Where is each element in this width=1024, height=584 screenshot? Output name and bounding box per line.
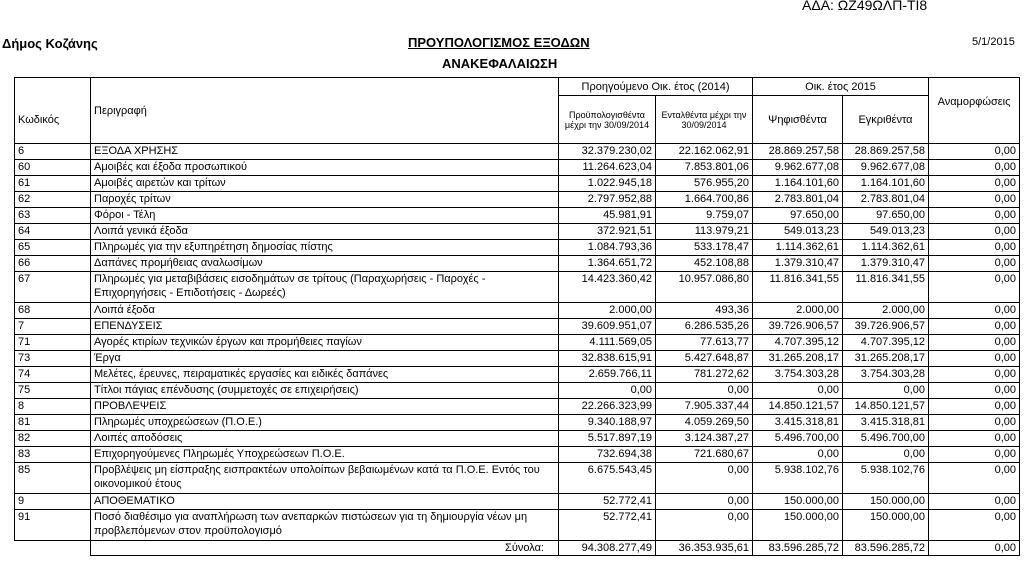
row-code: 61 [15, 176, 91, 192]
row-description: Πληρωμές για μεταβιβάσεις εισοδημάτων σε τρίτους (Παραχωρήσεις - Παροχές - Επιχορηγήσεις - Επιδοτήσεις - Δωρεές) [91, 272, 559, 303]
header-group-previous-year: Προηγούμενο Οικ. έτος (2014) [559, 78, 753, 96]
row-ordered: 0,00 [656, 383, 753, 399]
row-revisions: 0,00 [929, 351, 1020, 367]
row-approved: 2.783.801,04 [843, 192, 929, 208]
row-description: Έργα [91, 351, 559, 367]
table-row [15, 224, 1020, 240]
row-budgeted: 52.772,41 [559, 494, 656, 510]
row-description: Επιχορηγούμενες Πληρωμές Υποχρεώσεων Π.Ο.Ε. [91, 447, 559, 463]
table-row [15, 208, 1020, 224]
municipality-name: Δήμος Κοζάνης [2, 36, 98, 51]
row-ordered: 6.286.535,26 [656, 319, 753, 335]
document-subtitle: ΑΝΑΚΕΦΑΛΑΙΩΣΗ [442, 56, 558, 71]
row-description: Ποσό διαθέσιμο για αναπλήρωση των ανεπαρκών πιστώσεων για τη δημιουργία νέων μη προβλεπόμενων στον προϋπολογισμό [91, 510, 559, 541]
table-row [15, 447, 1020, 463]
row-budgeted: 1.022.945,18 [559, 176, 656, 192]
row-ordered: 4.059.269,50 [656, 415, 753, 431]
row-approved: 2.000,00 [843, 303, 929, 319]
row-code: 9 [15, 494, 91, 510]
table-row [15, 144, 1020, 160]
row-code: 91 [15, 510, 91, 541]
row-approved: 150.000,00 [843, 494, 929, 510]
row-voted: 1.114.362,61 [753, 240, 843, 256]
row-description: Αγορές κτιρίων τεχνικών έργων και προμήθειες παγίων [91, 335, 559, 351]
row-budgeted: 45.981,91 [559, 208, 656, 224]
row-voted: 11.816.341,55 [753, 272, 843, 303]
row-code: 65 [15, 240, 91, 256]
row-approved: 97.650,00 [843, 208, 929, 224]
row-budgeted: 1.364.651,72 [559, 256, 656, 272]
row-ordered: 533.178,47 [656, 240, 753, 256]
table-row [15, 240, 1020, 256]
row-voted: 4.707.395,12 [753, 335, 843, 351]
row-code: 63 [15, 208, 91, 224]
totals-label: Σύνολα: [91, 541, 559, 556]
row-voted: 28.869.257,58 [753, 144, 843, 160]
row-voted: 3.754.303,28 [753, 367, 843, 383]
row-revisions: 0,00 [929, 208, 1020, 224]
totals-revisions: 0,00 [929, 541, 1020, 556]
row-ordered: 22.162.062,91 [656, 144, 753, 160]
row-code: 67 [15, 272, 91, 303]
ada-code: ΑΔΑ: ΩΖ49ΩΛΠ-ΤΙ8 [802, 0, 928, 13]
document-title: ΠΡΟΥΠΟΛΟΓΙΣΜΟΣ ΕΞΟΔΩΝ [408, 35, 590, 50]
row-description: Λοιπά έξοδα [91, 303, 559, 319]
row-description: Δαπάνες προμήθειας αναλωσίμων [91, 256, 559, 272]
row-revisions: 0,00 [929, 510, 1020, 541]
row-code: 81 [15, 415, 91, 431]
table-row [15, 383, 1020, 399]
row-budgeted: 52.772,41 [559, 510, 656, 541]
row-description: Αμοιβές και έξοδα προσωπικού [91, 160, 559, 176]
row-code: 64 [15, 224, 91, 240]
row-code: 75 [15, 383, 91, 399]
row-revisions: 0,00 [929, 319, 1020, 335]
row-code: 62 [15, 192, 91, 208]
row-approved: 150.000,00 [843, 510, 929, 541]
row-voted: 150.000,00 [753, 494, 843, 510]
row-ordered: 493,36 [656, 303, 753, 319]
table-row [15, 463, 1020, 494]
row-revisions: 0,00 [929, 383, 1020, 399]
row-description: Πληρωμές υποχρεώσεων (Π.Ο.Ε.) [91, 415, 559, 431]
row-ordered: 1.664.700,86 [656, 192, 753, 208]
row-revisions: 0,00 [929, 447, 1020, 463]
row-voted: 39.726.906,57 [753, 319, 843, 335]
row-budgeted: 22.266.323,99 [559, 399, 656, 415]
row-budgeted: 2.000,00 [559, 303, 656, 319]
row-voted: 2.000,00 [753, 303, 843, 319]
row-approved: 1.379.310,47 [843, 256, 929, 272]
row-voted: 5.938.102,76 [753, 463, 843, 494]
row-voted: 31.265.208,17 [753, 351, 843, 367]
row-revisions: 0,00 [929, 431, 1020, 447]
row-approved: 3.415.318,81 [843, 415, 929, 431]
row-description: ΕΠΕΝΔΥΣΕΙΣ [91, 319, 559, 335]
row-budgeted: 4.111.569,05 [559, 335, 656, 351]
row-ordered: 3.124.387,27 [656, 431, 753, 447]
row-description: ΕΞΟΔΑ ΧΡΗΣΗΣ [91, 144, 559, 160]
budget-summary-table [14, 77, 1020, 556]
row-code: 8 [15, 399, 91, 415]
row-budgeted: 0,00 [559, 383, 656, 399]
row-approved: 549.013,23 [843, 224, 929, 240]
row-budgeted: 1.084.793,36 [559, 240, 656, 256]
row-description: Προβλέψεις μη είσπραξης εισπρακτέων υπολοίπων βεβαιωμένων κατά τα Π.Ο.Ε. Εντός του οικονομικού έτους [91, 463, 559, 494]
row-ordered: 7.853.801,06 [656, 160, 753, 176]
row-approved: 3.754.303,28 [843, 367, 929, 383]
row-voted: 3.415.318,81 [753, 415, 843, 431]
row-code: 66 [15, 256, 91, 272]
table-row [15, 510, 1020, 541]
row-revisions: 0,00 [929, 494, 1020, 510]
header-code: Κωδικός [15, 78, 91, 144]
row-description: ΠΡΟΒΛΕΨΕΙΣ [91, 399, 559, 415]
table-row [15, 494, 1020, 510]
row-budgeted: 732.694,38 [559, 447, 656, 463]
row-voted: 1.379.310,47 [753, 256, 843, 272]
row-voted: 549.013,23 [753, 224, 843, 240]
row-revisions: 0,00 [929, 367, 1020, 383]
row-code: 83 [15, 447, 91, 463]
row-code: 71 [15, 335, 91, 351]
row-voted: 0,00 [753, 383, 843, 399]
row-budgeted: 39.609.951,07 [559, 319, 656, 335]
table-row [15, 192, 1020, 208]
row-code: 7 [15, 319, 91, 335]
table-row [15, 399, 1020, 415]
row-revisions: 0,00 [929, 224, 1020, 240]
header-ordered: Ενταλθέντα μέχρι την 30/09/2014 [656, 96, 753, 144]
table-row [15, 303, 1020, 319]
row-voted: 14.850.121,57 [753, 399, 843, 415]
totals-budgeted: 94.308.277,49 [559, 541, 656, 556]
row-revisions: 0,00 [929, 272, 1020, 303]
totals-row [15, 541, 1020, 556]
row-approved: 9.962.677,08 [843, 160, 929, 176]
row-approved: 0,00 [843, 383, 929, 399]
row-description: Φόροι - Τέλη [91, 208, 559, 224]
row-approved: 1.164.101,60 [843, 176, 929, 192]
row-budgeted: 32.379.230,02 [559, 144, 656, 160]
row-budgeted: 32.838.615,91 [559, 351, 656, 367]
row-revisions: 0,00 [929, 415, 1020, 431]
row-code: 85 [15, 463, 91, 494]
row-voted: 150.000,00 [753, 510, 843, 541]
row-ordered: 7.905.337,44 [656, 399, 753, 415]
row-revisions: 0,00 [929, 144, 1020, 160]
row-revisions: 0,00 [929, 192, 1020, 208]
row-approved: 5.938.102,76 [843, 463, 929, 494]
row-ordered: 721.680,67 [656, 447, 753, 463]
row-description: Μελέτες, έρευνες, πειραματικές εργασίες και ειδικές δαπάνες [91, 367, 559, 383]
row-voted: 5.496.700,00 [753, 431, 843, 447]
row-approved: 14.850.121,57 [843, 399, 929, 415]
row-revisions: 0,00 [929, 335, 1020, 351]
row-revisions: 0,00 [929, 176, 1020, 192]
row-description: Παροχές τρίτων [91, 192, 559, 208]
budget-table-body [15, 144, 1020, 541]
row-ordered: 113.979,21 [656, 224, 753, 240]
row-voted: 0,00 [753, 447, 843, 463]
row-revisions: 0,00 [929, 303, 1020, 319]
row-ordered: 9.759,07 [656, 208, 753, 224]
totals-voted: 83.596.285,72 [753, 541, 843, 556]
row-ordered: 5.427.648,87 [656, 351, 753, 367]
row-approved: 31.265.208,17 [843, 351, 929, 367]
row-revisions: 0,00 [929, 160, 1020, 176]
row-approved: 28.869.257,58 [843, 144, 929, 160]
table-row [15, 160, 1020, 176]
table-row [15, 272, 1020, 303]
row-budgeted: 14.423.360,42 [559, 272, 656, 303]
header-revisions: Αναμορφώσεις [929, 78, 1020, 144]
row-ordered: 10.957.086,80 [656, 272, 753, 303]
table-row [15, 351, 1020, 367]
row-code: 74 [15, 367, 91, 383]
row-description: Λοιπές αποδόσεις [91, 431, 559, 447]
table-row [15, 431, 1020, 447]
row-ordered: 0,00 [656, 463, 753, 494]
row-ordered: 0,00 [656, 510, 753, 541]
row-code: 60 [15, 160, 91, 176]
row-budgeted: 5.517.897,19 [559, 431, 656, 447]
row-revisions: 0,00 [929, 240, 1020, 256]
table-row [15, 415, 1020, 431]
row-description: Αμοιβές αιρετών και τρίτων [91, 176, 559, 192]
row-approved: 1.114.362,61 [843, 240, 929, 256]
row-budgeted: 2.797.952,88 [559, 192, 656, 208]
row-revisions: 0,00 [929, 399, 1020, 415]
row-voted: 97.650,00 [753, 208, 843, 224]
row-budgeted: 9.340.188,97 [559, 415, 656, 431]
row-code: 6 [15, 144, 91, 160]
row-code: 73 [15, 351, 91, 367]
header-description: Περιγραφή [91, 78, 559, 144]
totals-ordered: 36.353.935,61 [656, 541, 753, 556]
row-budgeted: 6.675.543,45 [559, 463, 656, 494]
row-code: 82 [15, 431, 91, 447]
header-budgeted: Προϋπολογισθέντα μέχρι την 30/09/2014 [559, 96, 656, 144]
row-revisions: 0,00 [929, 463, 1020, 494]
row-budgeted: 11.264.623,04 [559, 160, 656, 176]
table-row [15, 335, 1020, 351]
row-revisions: 0,00 [929, 256, 1020, 272]
totals-spacer [15, 541, 91, 556]
totals-approved: 83.596.285,72 [843, 541, 929, 556]
row-approved: 39.726.906,57 [843, 319, 929, 335]
row-ordered: 576.955,20 [656, 176, 753, 192]
row-ordered: 781.272,62 [656, 367, 753, 383]
row-voted: 2.783.801,04 [753, 192, 843, 208]
table-row [15, 319, 1020, 335]
row-approved: 5.496.700,00 [843, 431, 929, 447]
row-approved: 0,00 [843, 447, 929, 463]
row-description: ΑΠΟΘΕΜΑΤΙΚΟ [91, 494, 559, 510]
row-description: Τίτλοι πάγιας επένδυσης (συμμετοχές σε επιχειρήσεις) [91, 383, 559, 399]
row-description: Λοιπά γενικά έξοδα [91, 224, 559, 240]
row-approved: 11.816.341,55 [843, 272, 929, 303]
row-ordered: 452.108,88 [656, 256, 753, 272]
header-group-current-year: Οικ. έτος 2015 [753, 78, 929, 96]
row-ordered: 77.613,77 [656, 335, 753, 351]
table-row [15, 367, 1020, 383]
row-description: Πληρωμές για την εξυπηρέτηση δημοσίας πίστης [91, 240, 559, 256]
row-ordered: 0,00 [656, 494, 753, 510]
row-voted: 1.164.101,60 [753, 176, 843, 192]
row-budgeted: 372.921,51 [559, 224, 656, 240]
row-voted: 9.962.677,08 [753, 160, 843, 176]
row-approved: 4.707.395,12 [843, 335, 929, 351]
table-row [15, 176, 1020, 192]
header-voted: Ψηφισθέντα [753, 96, 843, 144]
header-approved: Εγκριθέντα [843, 96, 929, 144]
row-code: 68 [15, 303, 91, 319]
row-budgeted: 2.659.766,11 [559, 367, 656, 383]
table-row [15, 256, 1020, 272]
document-date: 5/1/2015 [972, 36, 1015, 48]
